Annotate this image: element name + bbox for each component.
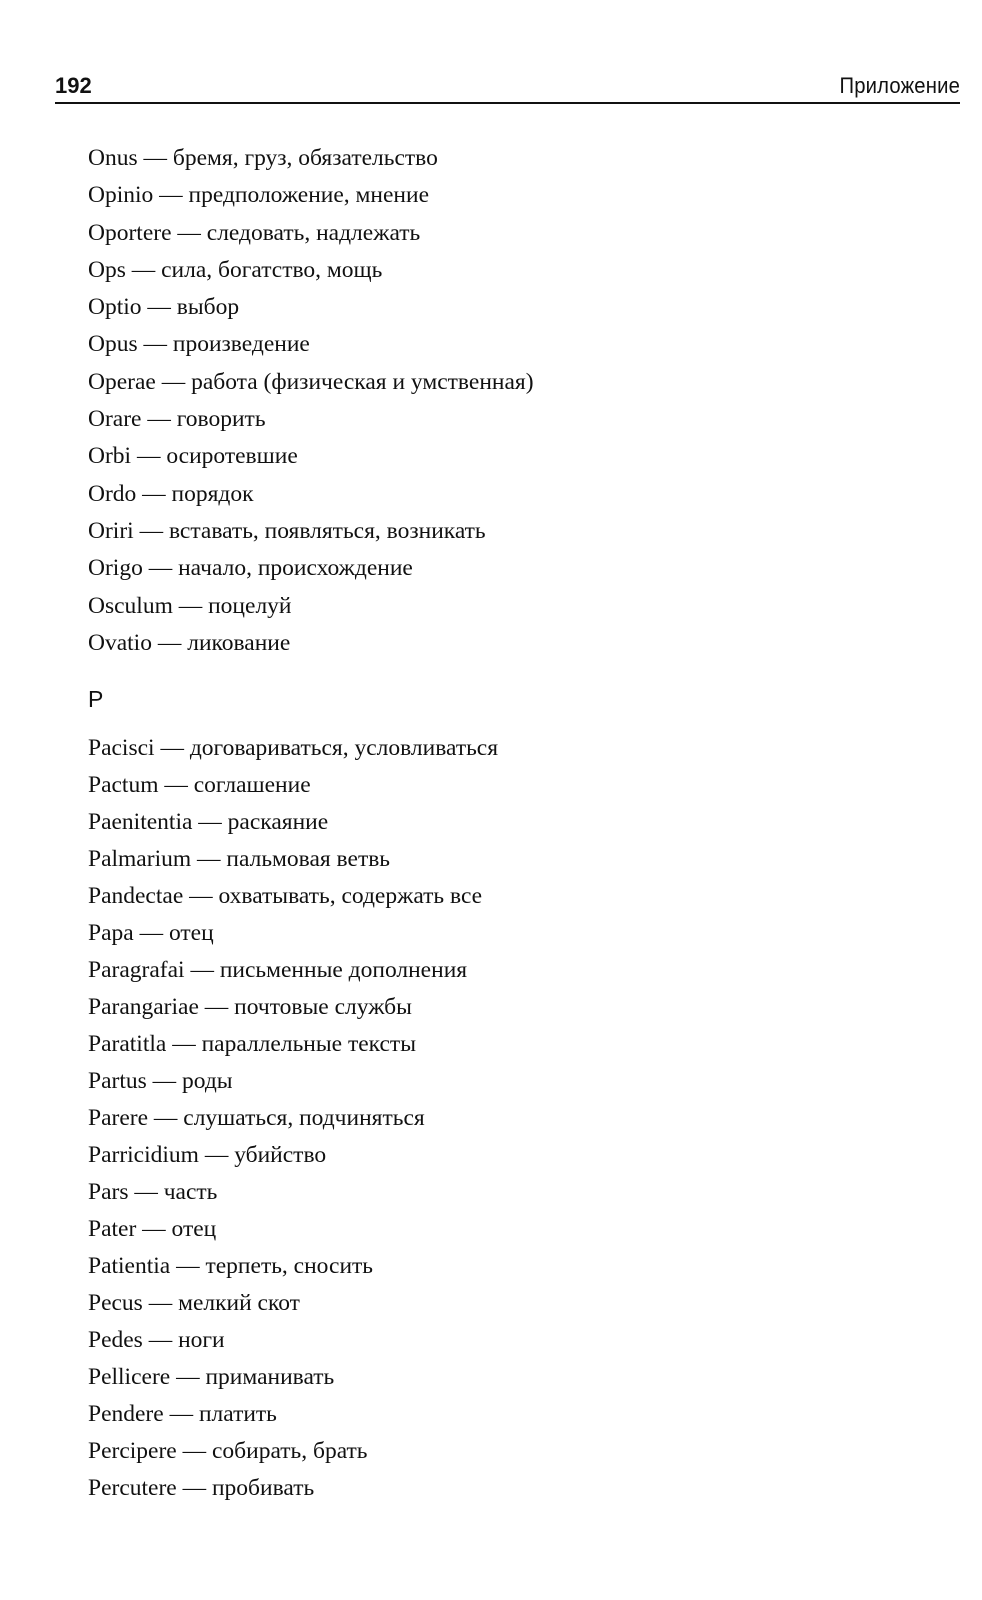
glossary-entry [88,143,908,180]
glossary-term: Ops [88,256,126,283]
glossary-term: Optio [88,294,142,321]
dash-separator: — [189,883,213,909]
glossary-entry [88,770,908,807]
dash-separator: — [204,1142,229,1168]
glossary-entry [88,367,908,404]
dash-separator: — [147,406,171,433]
dash-separator: — [142,1216,166,1242]
glossary-entry [88,404,908,441]
glossary-entry [88,1473,908,1510]
dash-separator: — [164,772,188,798]
glossary-term: Orbi [88,443,132,470]
glossary-meaning: произведение [172,331,310,358]
glossary-entry [88,479,908,516]
dash-separator: — [182,1475,207,1501]
glossary-entry [88,1288,908,1325]
glossary-term: Papa [88,920,134,946]
glossary-term: Paratitla [88,1031,167,1057]
glossary-meaning: вставать, появляться, возникать [168,517,486,544]
glossary-meaning: пальмовая ветвь [226,846,391,872]
glossary-term: Pellicere [88,1364,171,1390]
dash-separator: — [177,219,201,246]
dash-separator: — [148,1327,173,1353]
glossary-term: Pedes [88,1327,143,1353]
dash-separator: — [157,629,182,656]
dash-separator: — [161,368,186,395]
dash-separator: — [159,182,183,209]
glossary-entry [88,441,908,478]
glossary-entry [88,918,908,955]
glossary-term: Parricidium [88,1142,199,1168]
glossary-meaning: параллельные тексты [201,1031,416,1057]
dash-separator: — [148,555,173,582]
glossary-entry [88,1251,908,1288]
glossary-meaning: следовать, надлежать [206,219,421,246]
glossary-section-p [88,684,908,1510]
dash-separator: — [153,1105,178,1131]
glossary-entry [88,516,908,553]
running-title: Приложение [839,73,960,98]
dash-separator: — [139,517,164,544]
dash-separator: — [190,957,214,983]
dash-separator: — [142,480,166,507]
glossary-meaning: осиротевшие [166,443,298,470]
glossary-entry [88,1177,908,1214]
glossary-term: Percutere [88,1475,177,1501]
dash-separator: — [147,294,171,321]
dash-separator: — [152,1068,177,1094]
glossary-meaning: собирать, брать [211,1438,368,1464]
dash-separator: — [139,920,164,946]
glossary-term: Operae [88,368,156,395]
glossary-meaning: ликование [187,629,291,656]
glossary-meaning: приманивать [205,1364,335,1390]
glossary-meaning: отец [168,920,214,946]
glossary-entry [88,180,908,217]
glossary-term: Pacisci [88,735,155,761]
dash-separator: — [134,1179,158,1205]
glossary-meaning: терпеть, сносить [205,1253,374,1279]
glossary-term: Paragrafai [88,957,185,983]
glossary-entry [88,992,908,1029]
glossary-meaning: договариваться, условливаться [189,735,499,761]
glossary-meaning: работа (физическая и умственная) [191,368,534,395]
glossary-meaning: соглашение [193,772,311,798]
glossary-meaning: письменные дополнения [219,957,468,983]
dash-separator: — [160,735,184,761]
page-header [55,74,960,104]
glossary-meaning: охватывать, содержать все [218,883,483,909]
glossary-entry [88,733,908,770]
dash-separator: — [148,1290,173,1316]
glossary-entry [88,1140,908,1177]
glossary-term: Ovatio [88,629,152,656]
glossary-entry [88,1214,908,1251]
glossary-entry [88,255,908,292]
glossary-meaning: платить [198,1401,277,1427]
glossary-entry [88,1399,908,1436]
glossary-term: Osculum [88,592,173,619]
glossary-term: Percipere [88,1438,177,1464]
dash-separator: — [198,809,222,835]
glossary-entry [88,844,908,881]
dash-separator: — [136,443,161,470]
glossary-term: Paenitentia [88,809,193,835]
glossary-term: Parere [88,1105,149,1131]
glossary-term: Opinio [88,182,154,209]
glossary-meaning: убийство [234,1142,327,1168]
glossary-entry [88,292,908,329]
page-number: 192 [55,73,92,98]
dash-separator: — [176,1364,200,1390]
glossary-entry [88,1436,908,1473]
glossary-entry [88,628,908,665]
glossary-entry [88,591,908,628]
dash-separator: — [143,145,167,171]
glossary-term: Oportere [88,219,172,246]
glossary-entry [88,807,908,844]
glossary-entry [88,218,908,255]
dash-separator: — [131,256,156,283]
glossary-term: Pendere [88,1401,164,1427]
glossary-entry [88,881,908,918]
glossary-meaning: часть [163,1179,218,1205]
glossary-meaning: предположение, мнение [188,182,429,209]
dash-separator: — [143,331,167,358]
glossary-entry [88,955,908,992]
glossary-entry [88,1066,908,1103]
glossary-entry [88,1103,908,1140]
dash-separator: — [169,1401,194,1427]
glossary-meaning: мелкий скот [178,1290,300,1316]
dash-separator: — [204,994,229,1020]
glossary-entry [88,329,908,366]
glossary-term: Pars [88,1179,129,1205]
dash-separator: — [182,1438,207,1464]
glossary-meaning: отец [171,1216,217,1242]
glossary-term: Pandectae [88,883,184,909]
glossary-section-o [88,143,908,665]
glossary-term: Palmarium [88,846,192,872]
glossary-term: Partus [88,1068,147,1094]
glossary-meaning: выбор [176,294,240,321]
glossary-term: Oriri [88,517,134,544]
glossary-meaning: роды [182,1068,233,1094]
glossary-entry [88,553,908,590]
glossary-term: Pecus [88,1290,143,1316]
glossary-term: Pater [88,1216,137,1242]
glossary-term: Patientia [88,1253,171,1279]
glossary-entry [88,1029,908,1066]
glossary-meaning: говорить [176,406,266,433]
glossary-meaning: поцелуй [208,592,292,619]
glossary-term: Pactum [88,772,159,798]
letter-heading: P [88,686,104,712]
glossary-meaning: начало, происхождение [178,555,413,582]
dash-separator: — [178,592,203,619]
glossary-meaning: слушаться, подчиняться [183,1105,425,1131]
glossary-meaning: ноги [178,1327,225,1353]
glossary-meaning: почтовые службы [234,994,412,1020]
dash-separator: — [172,1031,196,1057]
glossary-meaning: бремя, груз, обязательство [172,145,438,171]
glossary-term: Orare [88,406,142,433]
dash-separator: — [197,846,221,872]
glossary-meaning: сила, богатство, мощь [161,256,383,283]
glossary-meaning: порядок [171,480,254,507]
glossary-term: Ordo [88,480,137,507]
glossary-meaning: пробивать [211,1475,315,1501]
glossary-term: Opus [88,331,138,358]
glossary-entry [88,1362,908,1399]
glossary-term: Parangariae [88,994,199,1020]
glossary-entry [88,1325,908,1362]
dash-separator: — [176,1253,200,1279]
glossary-meaning: раскаяние [227,809,329,835]
glossary-term: Onus [88,145,138,171]
glossary-term: Origo [88,555,143,582]
